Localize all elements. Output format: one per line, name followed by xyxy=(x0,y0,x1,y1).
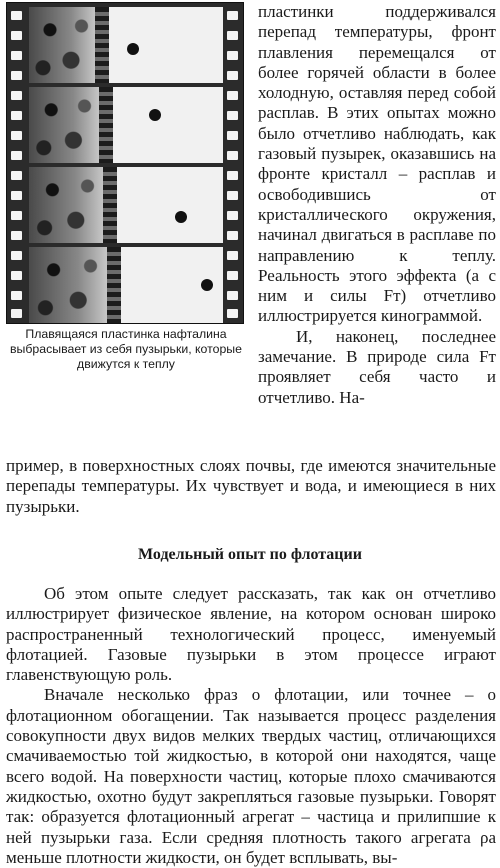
film-perforations-right xyxy=(223,3,243,323)
film-perforations-left xyxy=(7,3,27,323)
film-frame-1 xyxy=(29,7,223,83)
right-column xyxy=(258,2,496,408)
paragraph: Об этом опыте следует рассказать, так как он отчетливо иллюстрирует физическое явление, на котором основан широко распространенный технологический процесс, именуемый флотацией. Газовые пузырьки в этом процессе играют главенствующую роль. xyxy=(6,584,496,685)
gas-bubble xyxy=(175,211,187,223)
paragraph: Вначале несколько фраз о флотации, или точнее – о флотационном обогащении. Так называется процесс разделения совокупности двух видов мелких твердых частиц, отличающихся смачиваемостью той жидкостью, в которой они находятся, чаще всего водой. На поверхности частиц, которые плохо смачиваются жидкостью, охотно будут закрепляться газовые пузырьки. Говорят так: образуется флотационный агрегат – частица и прилипшие к ней пузырьки газа. Если средняя плотность такого агрегата ρа меньше плотности жидкости, он будет всплывать, вы- xyxy=(6,685,496,867)
section-body xyxy=(6,584,496,868)
section-heading: Модельный опыт по флотации xyxy=(138,546,362,563)
film-strip-figure xyxy=(6,2,244,324)
paragraph-continuation xyxy=(6,456,496,517)
paragraph: пластинки поддерживался перепад температуры, фронт плавления перемещался от более горячей области в более холодную, оставляя перед собой расплав. В этих опытах можно было отчетливо наблюдать, как газовый пузырек, оказавшись на фронте кристалл – расплав и освободившись от кристаллического окружения, начинал двигаться в расплаве по направлению к теплу. Реальность этого эффекта (а с ним и силы Fт) отчетливо иллюстрируется кинограммой. xyxy=(258,2,496,326)
gas-bubble xyxy=(149,109,161,121)
gas-bubble xyxy=(127,43,139,55)
film-frame-4 xyxy=(29,247,223,323)
figure-caption: Плавящаяся пластинка нафталина выбрасывает из себя пузырьки, которые движутся к теплу xyxy=(10,327,242,371)
gas-bubble xyxy=(201,279,213,291)
paragraph: пример, в поверхностных слоях почвы, где имеются значительные перепады температуры. Их чувствует и вода, и имеющиеся в них пузырьки. xyxy=(6,456,496,516)
paragraph: И, наконец, последнее замечание. В природе сила Fт проявляет себя часто и отчетливо. На- xyxy=(258,326,496,407)
film-frame-2 xyxy=(29,87,223,163)
film-frame-3 xyxy=(29,167,223,243)
